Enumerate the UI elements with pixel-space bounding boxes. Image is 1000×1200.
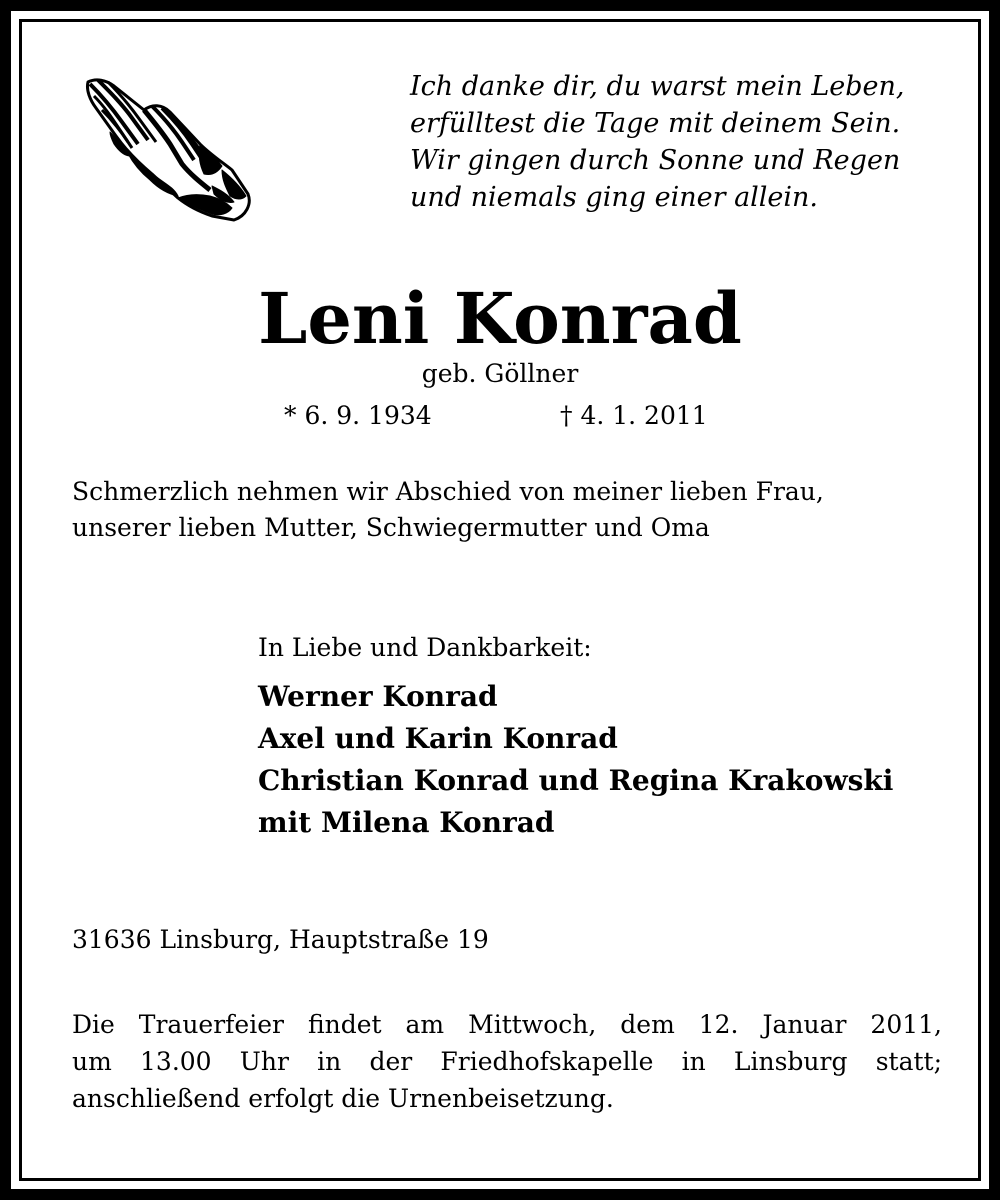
- mourners-list: [258, 676, 893, 844]
- poem-line: Wir gingen durch Sonne und Regen: [410, 145, 901, 176]
- mourner-name: mit Milena Konrad: [258, 806, 555, 839]
- mourner-name: Christian Konrad und Regina Krakowski: [258, 764, 894, 797]
- family-address: 31636 Linsburg, Hauptstraße 19: [72, 925, 489, 954]
- poem-line: erfülltest die Tage mit deinem Sein.: [410, 108, 901, 139]
- farewell-line: unserer lieben Mutter, Schwiegermutter und Oma: [72, 513, 710, 542]
- mourner-name: Werner Konrad: [258, 680, 498, 713]
- poem-line: und niemals ging einer allein.: [410, 182, 819, 213]
- mourner-name: Axel und Karin Konrad: [258, 722, 618, 755]
- deceased-name: Leni Konrad: [258, 277, 742, 360]
- service-line: anschließend erfolgt die Urnenbeisetzung.: [72, 1084, 614, 1113]
- death-date: † 4. 1. 2011: [560, 401, 708, 430]
- farewell-text: [72, 474, 952, 546]
- praying-hands-icon: [82, 74, 254, 224]
- service-line: Die Trauerfeier findet am Mittwoch, dem 12. Januar 2011,: [72, 1010, 942, 1039]
- poem-line: Ich danke dir, du warst mein Leben,: [410, 71, 905, 102]
- service-line: um 13.00 Uhr in der Friedhofskapelle in Linsburg statt;: [72, 1047, 942, 1076]
- mourners-heading: In Liebe und Dankbarkeit:: [258, 633, 592, 662]
- poem: [410, 68, 970, 216]
- funeral-service-info: [72, 1006, 942, 1117]
- farewell-line: Schmerzlich nehmen wir Abschied von meiner lieben Frau,: [72, 477, 824, 506]
- birth-date: * 6. 9. 1934: [284, 401, 432, 430]
- maiden-name: geb. Göllner: [421, 359, 579, 388]
